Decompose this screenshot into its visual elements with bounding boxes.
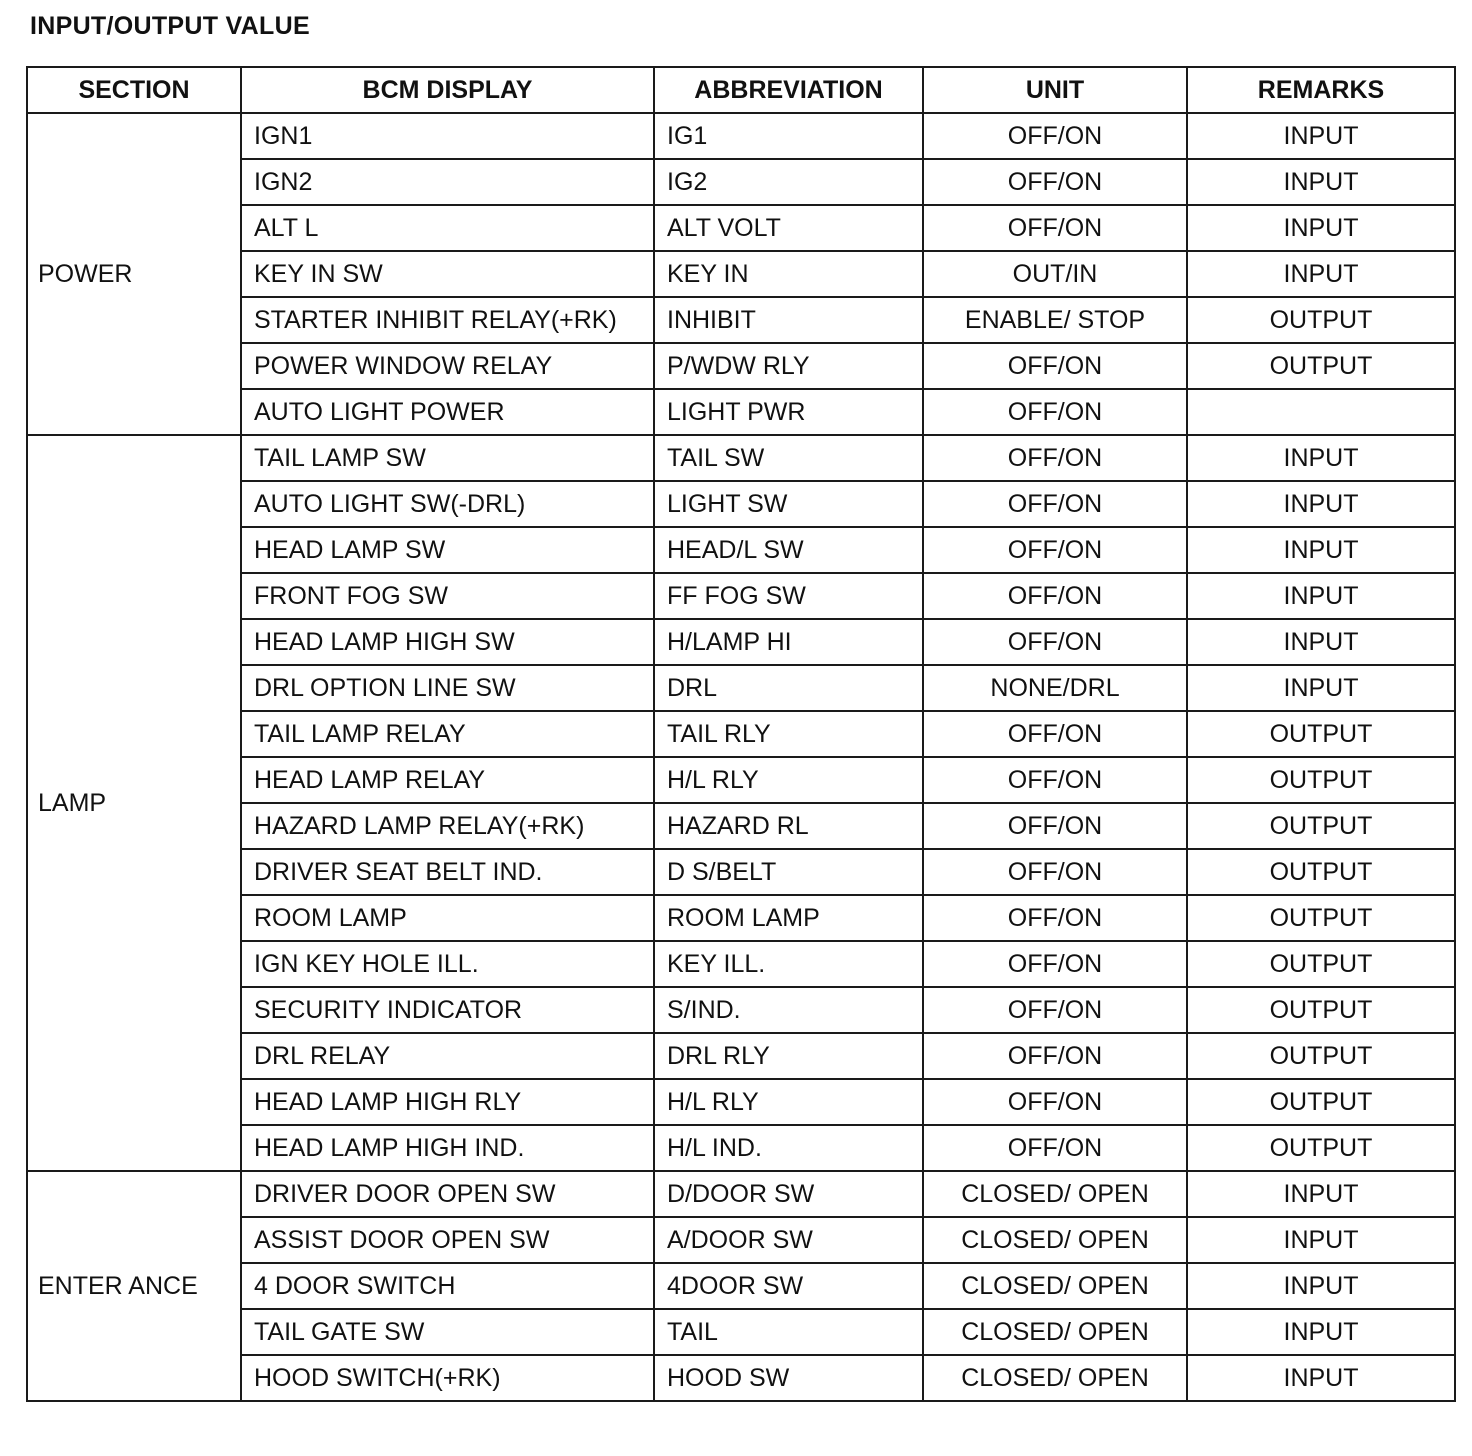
abbreviation-cell: HOOD SW — [654, 1355, 923, 1401]
bcm-display-cell: HEAD LAMP HIGH SW — [241, 619, 654, 665]
bcm-display-cell: IGN KEY HOLE ILL. — [241, 941, 654, 987]
bcm-display-cell: AUTO LIGHT POWER — [241, 389, 654, 435]
table-row — [27, 1171, 1455, 1217]
remarks-cell: OUTPUT — [1187, 987, 1455, 1033]
remarks-cell: INPUT — [1187, 159, 1455, 205]
table-row — [27, 1079, 1455, 1125]
bcm-display-cell: POWER WINDOW RELAY — [241, 343, 654, 389]
bcm-display-cell: HAZARD LAMP RELAY(+RK) — [241, 803, 654, 849]
table-row — [27, 343, 1455, 389]
header-bcm-display: BCM DISPLAY — [241, 67, 654, 113]
table-row — [27, 527, 1455, 573]
header-unit: UNIT — [923, 67, 1187, 113]
abbreviation-cell: KEY IN — [654, 251, 923, 297]
table-body — [27, 113, 1455, 1401]
abbreviation-cell: H/L RLY — [654, 1079, 923, 1125]
table-row — [27, 1355, 1455, 1401]
unit-cell: OFF/ON — [923, 159, 1187, 205]
table-row — [27, 205, 1455, 251]
table-row — [27, 573, 1455, 619]
unit-cell: ENABLE/ STOP — [923, 297, 1187, 343]
abbreviation-cell: INHIBIT — [654, 297, 923, 343]
abbreviation-cell: HAZARD RL — [654, 803, 923, 849]
remarks-cell: INPUT — [1187, 1171, 1455, 1217]
unit-cell: OFF/ON — [923, 435, 1187, 481]
abbreviation-cell: P/WDW RLY — [654, 343, 923, 389]
unit-cell: OFF/ON — [923, 573, 1187, 619]
remarks-cell: INPUT — [1187, 619, 1455, 665]
unit-cell: OFF/ON — [923, 987, 1187, 1033]
unit-cell: CLOSED/ OPEN — [923, 1171, 1187, 1217]
remarks-cell: INPUT — [1187, 665, 1455, 711]
unit-cell: OFF/ON — [923, 1125, 1187, 1171]
remarks-cell: OUTPUT — [1187, 711, 1455, 757]
abbreviation-cell: FF FOG SW — [654, 573, 923, 619]
bcm-display-cell: 4 DOOR SWITCH — [241, 1263, 654, 1309]
bcm-display-cell: TAIL LAMP RELAY — [241, 711, 654, 757]
abbreviation-cell: ROOM LAMP — [654, 895, 923, 941]
bcm-display-cell: HEAD LAMP HIGH RLY — [241, 1079, 654, 1125]
remarks-cell: INPUT — [1187, 113, 1455, 159]
abbreviation-cell: DRL RLY — [654, 1033, 923, 1079]
table-row — [27, 113, 1455, 159]
abbreviation-cell: S/IND. — [654, 987, 923, 1033]
remarks-cell — [1187, 389, 1455, 435]
table-row — [27, 1033, 1455, 1079]
table-row — [27, 711, 1455, 757]
bcm-display-cell: DRL RELAY — [241, 1033, 654, 1079]
bcm-display-cell: KEY IN SW — [241, 251, 654, 297]
abbreviation-cell: TAIL SW — [654, 435, 923, 481]
remarks-cell: INPUT — [1187, 1355, 1455, 1401]
table-row — [27, 297, 1455, 343]
table-row — [27, 1263, 1455, 1309]
remarks-cell: OUTPUT — [1187, 1033, 1455, 1079]
bcm-display-cell: HEAD LAMP HIGH IND. — [241, 1125, 654, 1171]
unit-cell: OFF/ON — [923, 711, 1187, 757]
remarks-cell: INPUT — [1187, 205, 1455, 251]
bcm-display-cell: FRONT FOG SW — [241, 573, 654, 619]
unit-cell: OFF/ON — [923, 757, 1187, 803]
unit-cell: OFF/ON — [923, 113, 1187, 159]
abbreviation-cell: D/DOOR SW — [654, 1171, 923, 1217]
section-cell: POWER — [27, 113, 241, 435]
table-row — [27, 757, 1455, 803]
bcm-display-cell: AUTO LIGHT SW(-DRL) — [241, 481, 654, 527]
remarks-cell: INPUT — [1187, 1263, 1455, 1309]
section-cell: ENTER ANCE — [27, 1171, 241, 1401]
remarks-cell: OUTPUT — [1187, 757, 1455, 803]
bcm-display-cell: HOOD SWITCH(+RK) — [241, 1355, 654, 1401]
table-row — [27, 619, 1455, 665]
table-row — [27, 251, 1455, 297]
header-row — [27, 67, 1455, 113]
page-title: INPUT/OUTPUT VALUE — [30, 12, 310, 40]
table-row — [27, 665, 1455, 711]
abbreviation-cell: TAIL — [654, 1309, 923, 1355]
header-section: SECTION — [27, 67, 241, 113]
unit-cell: OFF/ON — [923, 527, 1187, 573]
abbreviation-cell: DRL — [654, 665, 923, 711]
bcm-display-cell: IGN2 — [241, 159, 654, 205]
header-remarks: REMARKS — [1187, 67, 1455, 113]
abbreviation-cell: HEAD/L SW — [654, 527, 923, 573]
abbreviation-cell: A/DOOR SW — [654, 1217, 923, 1263]
remarks-cell: INPUT — [1187, 527, 1455, 573]
bcm-display-cell: HEAD LAMP SW — [241, 527, 654, 573]
table-row — [27, 435, 1455, 481]
bcm-display-cell: DRL OPTION LINE SW — [241, 665, 654, 711]
bcm-display-cell: SECURITY INDICATOR — [241, 987, 654, 1033]
abbreviation-cell: LIGHT SW — [654, 481, 923, 527]
abbreviation-cell: LIGHT PWR — [654, 389, 923, 435]
unit-cell: OFF/ON — [923, 619, 1187, 665]
unit-cell: OFF/ON — [923, 389, 1187, 435]
table-row — [27, 803, 1455, 849]
bcm-display-cell: DRIVER SEAT BELT IND. — [241, 849, 654, 895]
bcm-display-cell: TAIL LAMP SW — [241, 435, 654, 481]
abbreviation-cell: IG2 — [654, 159, 923, 205]
unit-cell: OFF/ON — [923, 895, 1187, 941]
remarks-cell: OUTPUT — [1187, 941, 1455, 987]
remarks-cell: INPUT — [1187, 1217, 1455, 1263]
bcm-display-cell: ALT L — [241, 205, 654, 251]
table-row — [27, 481, 1455, 527]
unit-cell: OFF/ON — [923, 1033, 1187, 1079]
unit-cell: CLOSED/ OPEN — [923, 1263, 1187, 1309]
table-row — [27, 849, 1455, 895]
abbreviation-cell: H/L IND. — [654, 1125, 923, 1171]
remarks-cell: OUTPUT — [1187, 849, 1455, 895]
unit-cell: CLOSED/ OPEN — [923, 1217, 1187, 1263]
header-abbreviation: ABBREVIATION — [654, 67, 923, 113]
remarks-cell: INPUT — [1187, 435, 1455, 481]
unit-cell: CLOSED/ OPEN — [923, 1309, 1187, 1355]
remarks-cell: OUTPUT — [1187, 1125, 1455, 1171]
abbreviation-cell: KEY ILL. — [654, 941, 923, 987]
table-header — [27, 67, 1455, 113]
table-row — [27, 941, 1455, 987]
unit-cell: OFF/ON — [923, 205, 1187, 251]
table-row — [27, 389, 1455, 435]
table-row — [27, 1309, 1455, 1355]
unit-cell: OFF/ON — [923, 803, 1187, 849]
unit-cell: OFF/ON — [923, 343, 1187, 389]
abbreviation-cell: D S/BELT — [654, 849, 923, 895]
io-value-table — [26, 66, 1456, 1402]
unit-cell: OUT/IN — [923, 251, 1187, 297]
remarks-cell: OUTPUT — [1187, 803, 1455, 849]
bcm-display-cell: ROOM LAMP — [241, 895, 654, 941]
unit-cell: OFF/ON — [923, 849, 1187, 895]
table-row — [27, 895, 1455, 941]
remarks-cell: OUTPUT — [1187, 297, 1455, 343]
bcm-display-cell: IGN1 — [241, 113, 654, 159]
bcm-display-cell: TAIL GATE SW — [241, 1309, 654, 1355]
unit-cell: OFF/ON — [923, 1079, 1187, 1125]
abbreviation-cell: H/LAMP HI — [654, 619, 923, 665]
section-cell: LAMP — [27, 435, 241, 1171]
remarks-cell: OUTPUT — [1187, 1079, 1455, 1125]
unit-cell: OFF/ON — [923, 481, 1187, 527]
bcm-display-cell: DRIVER DOOR OPEN SW — [241, 1171, 654, 1217]
remarks-cell: OUTPUT — [1187, 895, 1455, 941]
remarks-cell: INPUT — [1187, 573, 1455, 619]
table-row — [27, 1125, 1455, 1171]
remarks-cell: INPUT — [1187, 1309, 1455, 1355]
remarks-cell: INPUT — [1187, 481, 1455, 527]
abbreviation-cell: IG1 — [654, 113, 923, 159]
abbreviation-cell: ALT VOLT — [654, 205, 923, 251]
abbreviation-cell: TAIL RLY — [654, 711, 923, 757]
table-row — [27, 159, 1455, 205]
unit-cell: CLOSED/ OPEN — [923, 1355, 1187, 1401]
bcm-display-cell: STARTER INHIBIT RELAY(+RK) — [241, 297, 654, 343]
unit-cell: OFF/ON — [923, 941, 1187, 987]
unit-cell: NONE/DRL — [923, 665, 1187, 711]
table-row — [27, 987, 1455, 1033]
bcm-display-cell: HEAD LAMP RELAY — [241, 757, 654, 803]
abbreviation-cell: 4DOOR SW — [654, 1263, 923, 1309]
bcm-display-cell: ASSIST DOOR OPEN SW — [241, 1217, 654, 1263]
remarks-cell: OUTPUT — [1187, 343, 1455, 389]
remarks-cell: INPUT — [1187, 251, 1455, 297]
abbreviation-cell: H/L RLY — [654, 757, 923, 803]
table-row — [27, 1217, 1455, 1263]
